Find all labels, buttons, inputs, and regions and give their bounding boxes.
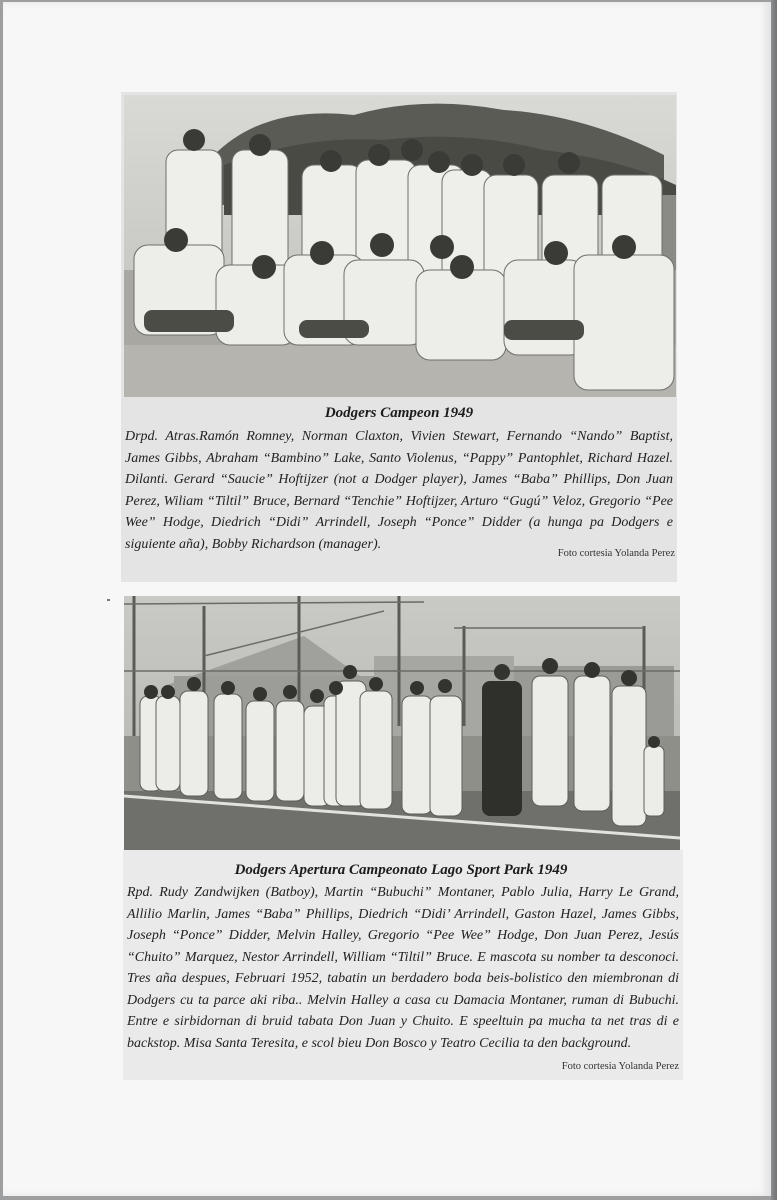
team-photo-lago-sport-park [124, 596, 680, 850]
page-spine [771, 0, 777, 1200]
figure1-title: Dodgers Campeon 1949 [324, 405, 474, 421]
figure1-caption: Drpd. Atras.Ramón Romney, Norman Claxton, Vivien Stewart, Fernando “Nando” Baptist, James Gibbs, Abraham “Bambino” Lake, Santo Violenus, “Pappy” Pantophlet, Richard Hazel. Dilanti. Gerard “Saucie” Hoftijzer (not a Dodger player), James “Baba” Phillips, Don Juan Perez, Wiliam “Tiltil” Bruce, Bernard “Tenchie” Hoftijzer, Arturo “Gugú” Veloz, Gregorio “Pee Wee” Hodge, Diedrich “Didi” Arrindell, Joseph “Ponce” Didder (a hunga pa Dodgers e siguiente aña), Bobby Richardson (manager). [125, 429, 673, 552]
figure1-credit: Foto cortesia Yolanda Perez [557, 548, 675, 559]
figure2-title: Dodgers Apertura Campeonato Lago Sport Park 1949 [234, 862, 568, 878]
figure2-credit: Foto cortesia Yolanda Perez [561, 1061, 679, 1072]
figure2-caption: Rpd. Rudy Zandwijken (Batboy), Martin “Bubuchi” Montaner, Pablo Julia, Harry Le Grand, Allilio Marlin, James “Baba” Phillips, Diedrich “Didi’ Arrindell, Gaston Hazel, James Gibbs, Joseph “Ponce” Didder, Melvin Halley, Gregorio “Pee Wee” Hodge, Don Juan Perez, Jesús “Chuito” Marquez, Nestor Arrindell, William “Tiltil” Bruce. E mascota su nomber ta desconoci. Tres aña despues, Februari 1952, tabatin un berdadero boda beis-bolistico den miembronan di Dodgers cu ta parce aki riba.. Melvin Halley a casa cu Damacia Montaner, ruman di Bubuchi. Entre e sirbidornan di bruid tabata Don Juan y Chuito. E speeltuin pa mucha ta net tras di e backstop. Misa Santa Teresita, e scol bieu Don Bosco y Teatro Cecilia ta den background. [127, 885, 679, 1051]
stray-mark [107, 599, 110, 601]
book-page [3, 2, 771, 1196]
team-photo-1949 [124, 95, 676, 397]
